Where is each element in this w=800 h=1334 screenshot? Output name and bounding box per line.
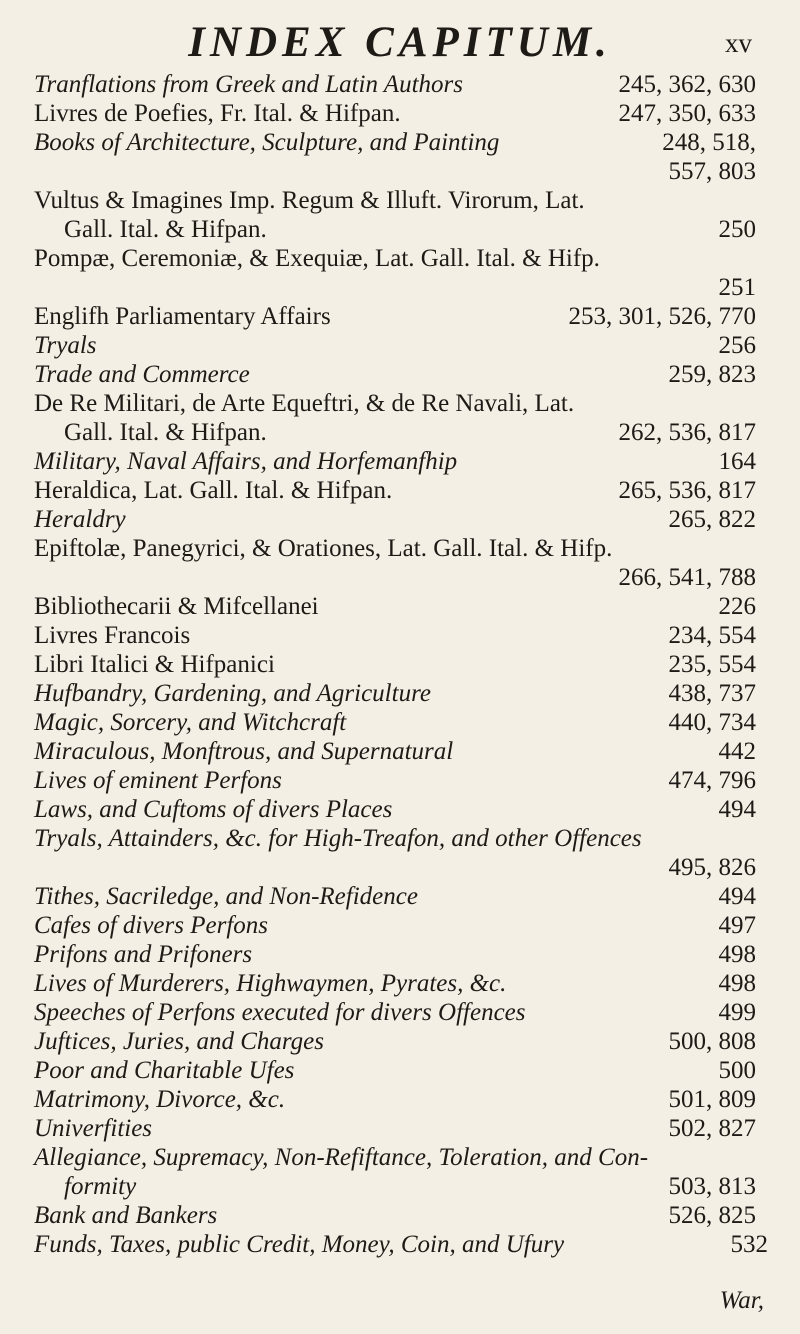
page-header	[0, 4, 800, 70]
entry-pages: 474, 796	[668, 767, 756, 794]
entry-pages: 498	[718, 941, 756, 968]
index-entry	[0, 650, 800, 679]
entry-title: Heraldica, Lat. Gall. Ital. & Hifpan.	[34, 477, 393, 504]
index-entry	[0, 1114, 800, 1143]
index-entry	[0, 708, 800, 737]
catchword: War,	[719, 1287, 764, 1314]
entry-pages: 494	[718, 796, 756, 823]
entry-title: Libri Italici & Hifpanici	[34, 651, 275, 678]
entry-pages: 248, 518,	[662, 129, 756, 156]
entry-title: Heraldry	[34, 506, 126, 533]
entry-title: Magic, Sorcery, and Witchcraft	[34, 709, 347, 736]
entry-pages: 500, 808	[668, 1028, 756, 1055]
index-entry	[0, 331, 800, 360]
page-number: xv	[725, 28, 752, 58]
entry-title: Allegiance, Supremacy, Non-Refiftance, Toleration, and Con-	[34, 1144, 649, 1171]
entry-title: Speeches of Perfons executed for divers Offences	[34, 999, 526, 1026]
entry-pages: 247, 350, 633	[618, 100, 756, 127]
entry-title: Books of Architecture, Sculpture, and Painting	[34, 129, 500, 156]
entry-pages: 234, 554	[668, 622, 756, 649]
entry-pages: 442	[718, 738, 756, 765]
entry-title: Prifons and Prifoners	[34, 941, 253, 968]
entry-pages: 253, 301, 526, 770	[568, 303, 756, 330]
entry-pages: 259, 823	[668, 361, 756, 388]
entry-title: Military, Naval Affairs, and Horfemanfhip	[34, 448, 458, 475]
entry-pages: 532	[730, 1231, 768, 1258]
entry-title: Tryals	[34, 332, 97, 359]
entry-title: Funds, Taxes, public Credit, Money, Coin, and Ufury	[34, 1231, 565, 1258]
index-entry	[0, 505, 800, 534]
entry-pages: 500	[718, 1057, 756, 1084]
entry-title: Miraculous, Monftrous, and Supernatural	[34, 738, 454, 765]
index-entry	[0, 679, 800, 708]
index-entry-continuation	[0, 157, 800, 186]
entry-pages: 235, 554	[668, 651, 756, 678]
entry-title: Lives of eminent Perfons	[34, 767, 282, 794]
index-entry	[0, 70, 800, 99]
index-list	[0, 70, 800, 1259]
entry-pages: 256	[718, 332, 756, 359]
entry-title: Gall. Ital. & Hifpan.	[64, 419, 267, 446]
entry-title: Juftices, Juries, and Charges	[34, 1028, 325, 1055]
entry-pages: 497	[718, 912, 756, 939]
entry-pages: 503, 813	[668, 1173, 756, 1200]
entry-pages: 164	[718, 448, 756, 475]
index-entry	[0, 998, 800, 1027]
entry-pages: 502, 827	[668, 1115, 756, 1142]
entry-pages: 226	[718, 593, 756, 620]
index-entry	[0, 824, 800, 853]
entry-pages: 250	[718, 216, 756, 243]
entry-title: Lives of Murderers, Highwaymen, Pyrates, &c.	[34, 970, 507, 997]
entry-title: De Re Militari, de Arte Equeftri, & de Re Navali, Lat.	[34, 390, 575, 417]
index-entry	[0, 476, 800, 505]
entry-title: Hufbandry, Gardening, and Agriculture	[34, 680, 431, 707]
index-entry	[0, 737, 800, 766]
entry-pages: 440, 734	[668, 709, 756, 736]
entry-title: Laws, and Cuftoms of divers Places	[34, 796, 393, 823]
entry-title: Cafes of divers Perfons	[34, 912, 269, 939]
entry-title: Univerfities	[34, 1115, 153, 1142]
index-entry	[0, 911, 800, 940]
index-entry	[0, 389, 800, 418]
entry-pages: 245, 362, 630	[618, 71, 756, 98]
entry-title: Livres de Poefies, Fr. Ital. & Hifpan.	[34, 100, 401, 127]
page-title: INDEX CAPITUM.	[188, 19, 612, 66]
index-entry	[0, 534, 800, 563]
index-entry	[0, 795, 800, 824]
index-entry-continuation	[0, 853, 800, 882]
entry-title: Pompæ, Ceremoniæ, & Exequiæ, Lat. Gall. Ital. & Hifp.	[34, 245, 600, 272]
index-entry	[0, 1230, 800, 1259]
entry-title: Matrimony, Divorce, &c.	[34, 1086, 286, 1113]
index-entry	[0, 1085, 800, 1114]
entry-title: Livres Francois	[34, 622, 191, 649]
index-entry	[0, 1027, 800, 1056]
index-entry	[0, 128, 800, 157]
index-entry	[0, 1143, 800, 1172]
index-entry-continuation	[0, 1172, 800, 1201]
entry-title: Tryals, Attainders, &c. for High-Treafon, and other Offences	[34, 825, 642, 852]
entry-title: formity	[64, 1173, 137, 1200]
index-entry	[0, 1056, 800, 1085]
entry-title: Tithes, Sacriledge, and Non-Refidence	[34, 883, 418, 910]
entry-pages: 498	[718, 970, 756, 997]
index-entry	[0, 1201, 800, 1230]
entry-title: Gall. Ital. & Hifpan.	[64, 216, 267, 243]
entry-pages: 557, 803	[668, 158, 756, 185]
entry-title: Bank and Bankers	[34, 1202, 218, 1229]
entry-pages: 251	[718, 274, 756, 301]
entry-title: Vultus & Imagines Imp. Regum & Illuft. Virorum, Lat.	[34, 187, 585, 214]
index-entry	[0, 940, 800, 969]
index-entry	[0, 882, 800, 911]
index-entry	[0, 244, 800, 273]
entry-pages: 499	[718, 999, 756, 1026]
index-entry	[0, 621, 800, 650]
index-entry-continuation	[0, 215, 800, 244]
entry-pages: 495, 826	[668, 854, 756, 881]
entry-title: Tranflations from Greek and Latin Authors	[34, 71, 463, 98]
entry-pages: 501, 809	[668, 1086, 756, 1113]
index-entry	[0, 186, 800, 215]
entry-pages: 438, 737	[668, 680, 756, 707]
entry-pages: 265, 822	[668, 506, 756, 533]
index-entry	[0, 969, 800, 998]
index-entry	[0, 447, 800, 476]
entry-title: Bibliothecarii & Mifcellanei	[34, 593, 319, 620]
entry-pages: 262, 536, 817	[618, 419, 756, 446]
entry-title: Epiftolæ, Panegyrici, & Orationes, Lat. Gall. Ital. & Hifp.	[34, 535, 613, 562]
entry-title: Trade and Commerce	[34, 361, 250, 388]
entry-pages: 494	[718, 883, 756, 910]
index-entry	[0, 592, 800, 621]
index-entry	[0, 360, 800, 389]
entry-title: Poor and Charitable Ufes	[34, 1057, 295, 1084]
index-entry-continuation	[0, 563, 800, 592]
index-entry-continuation	[0, 418, 800, 447]
index-entry	[0, 302, 800, 331]
index-entry	[0, 99, 800, 128]
entry-pages: 526, 825	[668, 1202, 756, 1229]
entry-title: Englifh Parliamentary Affairs	[34, 303, 331, 330]
entry-pages: 266, 541, 788	[618, 564, 756, 591]
index-entry-continuation	[0, 273, 800, 302]
entry-pages: 265, 536, 817	[618, 477, 756, 504]
index-entry	[0, 766, 800, 795]
